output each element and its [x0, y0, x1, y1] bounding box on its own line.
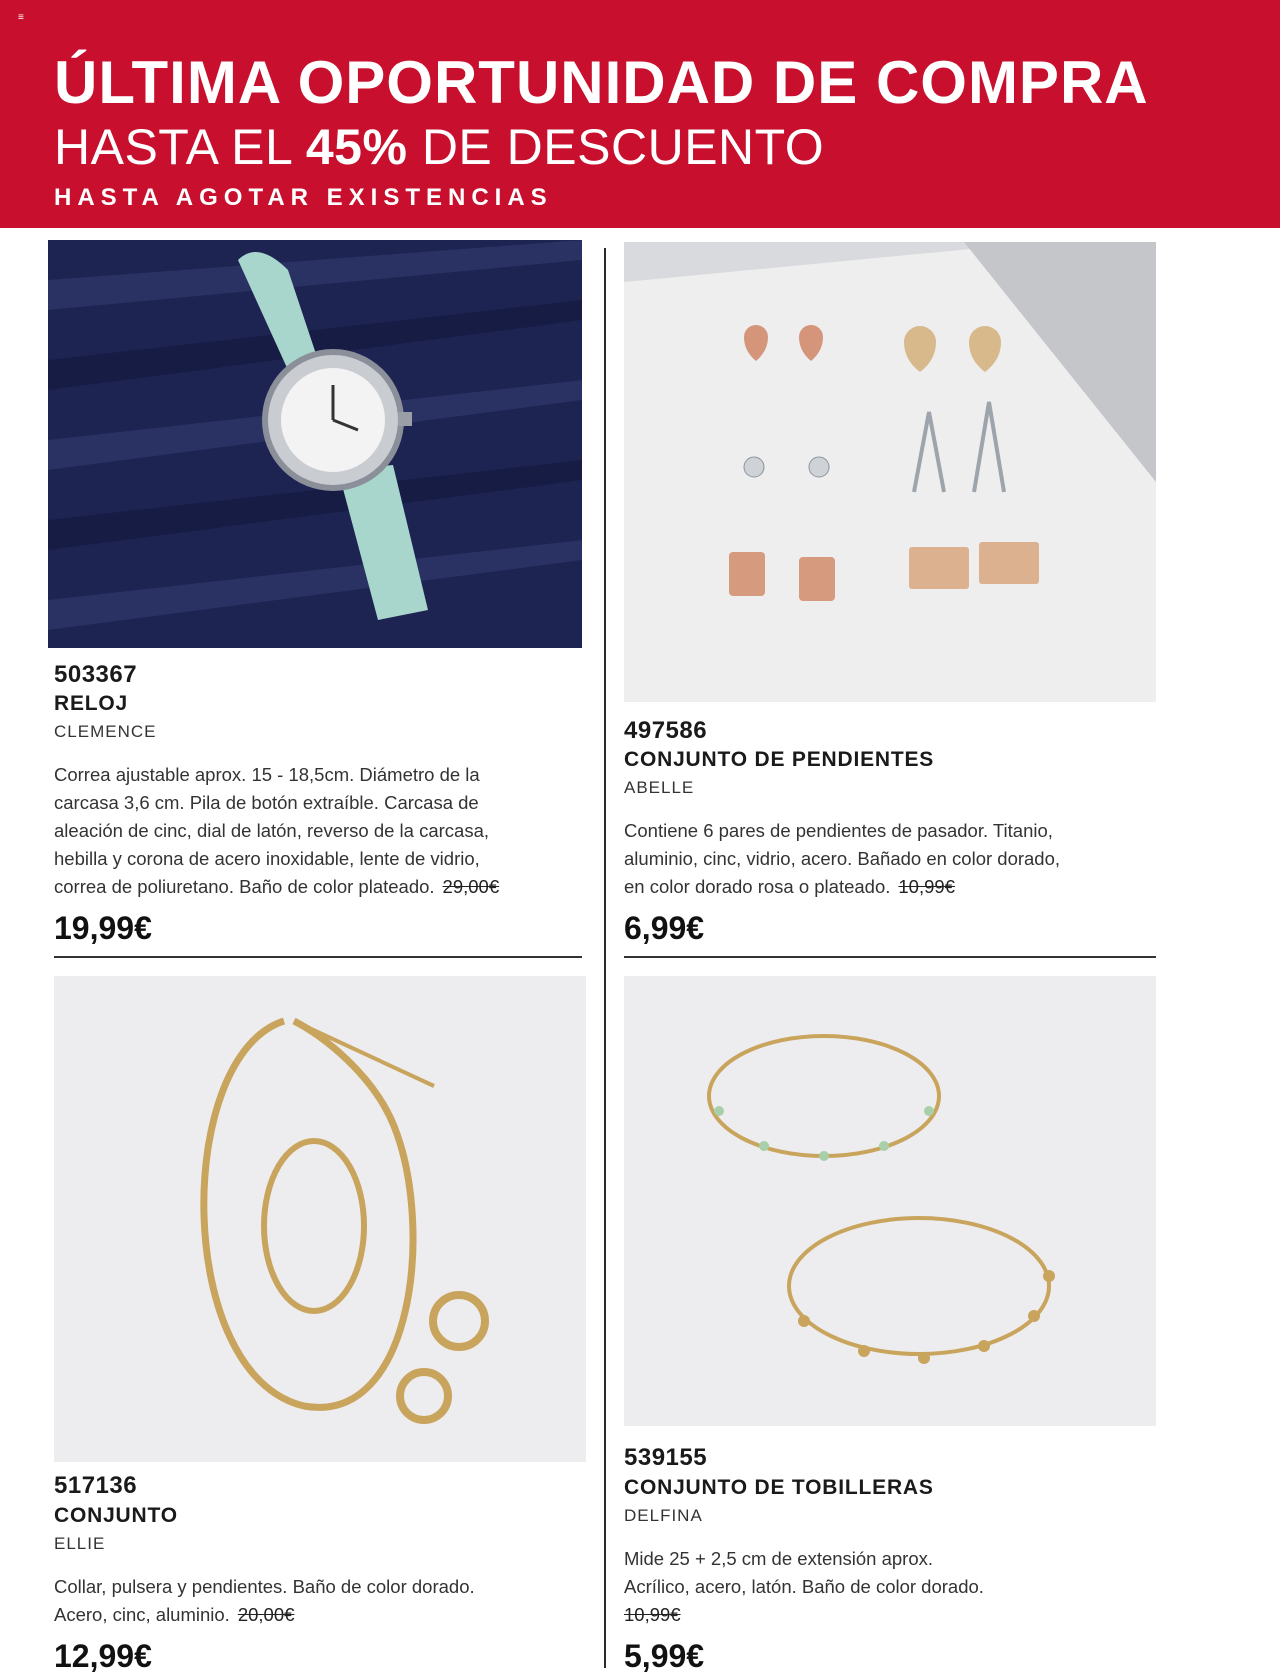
jewelry-set-photo[interactable] — [54, 976, 586, 1462]
earrings-photo[interactable] — [624, 242, 1156, 702]
product-price: 6,99€ — [624, 910, 705, 946]
product-code: 517136 — [54, 1472, 138, 1499]
product-name: CONJUNTO DE TOBILLERAS — [624, 1476, 934, 1499]
product-divider — [624, 956, 1156, 958]
discount-percent: 45% — [305, 119, 408, 175]
anklets-photo[interactable] — [624, 976, 1156, 1426]
watch-photo[interactable] — [48, 240, 582, 648]
promo-banner — [0, 0, 1280, 228]
product-name: RELOJ — [54, 692, 129, 715]
banner-title: ÚLTIMA OPORTUNIDAD DE COMPRA — [54, 49, 1149, 116]
product-price: 12,99€ — [54, 1638, 152, 1674]
product-name: CONJUNTO — [54, 1504, 178, 1527]
old-price: 20,00€ — [237, 1604, 295, 1625]
old-price: 29,00€ — [442, 876, 500, 897]
product-line: CLEMENCE — [54, 722, 157, 741]
product-line: DELFINA — [624, 1506, 703, 1525]
product-description: Mide 25 + 2,5 cm de extensión aprox. Acrílico, acero, latón. Baño de color dorado. 10,99€ — [624, 1548, 984, 1625]
product-description: Collar, pulsera y pendientes. Baño de color dorado. Acero, cinc, aluminio. 20,00€ — [54, 1576, 475, 1625]
product-divider — [54, 956, 582, 958]
old-price: 10,99€ — [898, 876, 955, 897]
menu-icon[interactable]: ≡ — [18, 12, 24, 23]
old-price: 10,99€ — [624, 1604, 681, 1625]
product-line: ELLIE — [54, 1534, 106, 1553]
product-line: ABELLE — [624, 778, 695, 797]
column-divider — [604, 248, 606, 1668]
product-name: CONJUNTO DE PENDIENTES — [624, 748, 935, 771]
banner-subtitle: HASTA EL 45% DE DESCUENTO — [54, 119, 825, 175]
product-code: 539155 — [624, 1444, 708, 1471]
product-description: Correa ajustable aprox. 15 - 18,5cm. Diámetro de la carcasa 3,6 cm. Pila de botón extraíble. Carcasa de aleación de cinc, dial de latón, reverso de la carcasa, hebilla y corona de acero inoxidable, lente de vidrio, correa de poliuretano. Baño de color plateado. 29,00€ — [54, 764, 500, 897]
product-description: Contiene 6 pares de pendientes de pasador. Titanio, aluminio, cinc, vidrio, acero. Bañado en color dorado, en color dorado rosa o plateado. 10,99€ — [624, 820, 1061, 897]
product-code: 497586 — [624, 717, 708, 744]
product-price: 19,99€ — [54, 910, 152, 946]
stock-note: HASTA AGOTAR EXISTENCIAS — [54, 184, 553, 211]
product-price: 5,99€ — [624, 1638, 705, 1674]
product-code: 503367 — [54, 661, 138, 688]
